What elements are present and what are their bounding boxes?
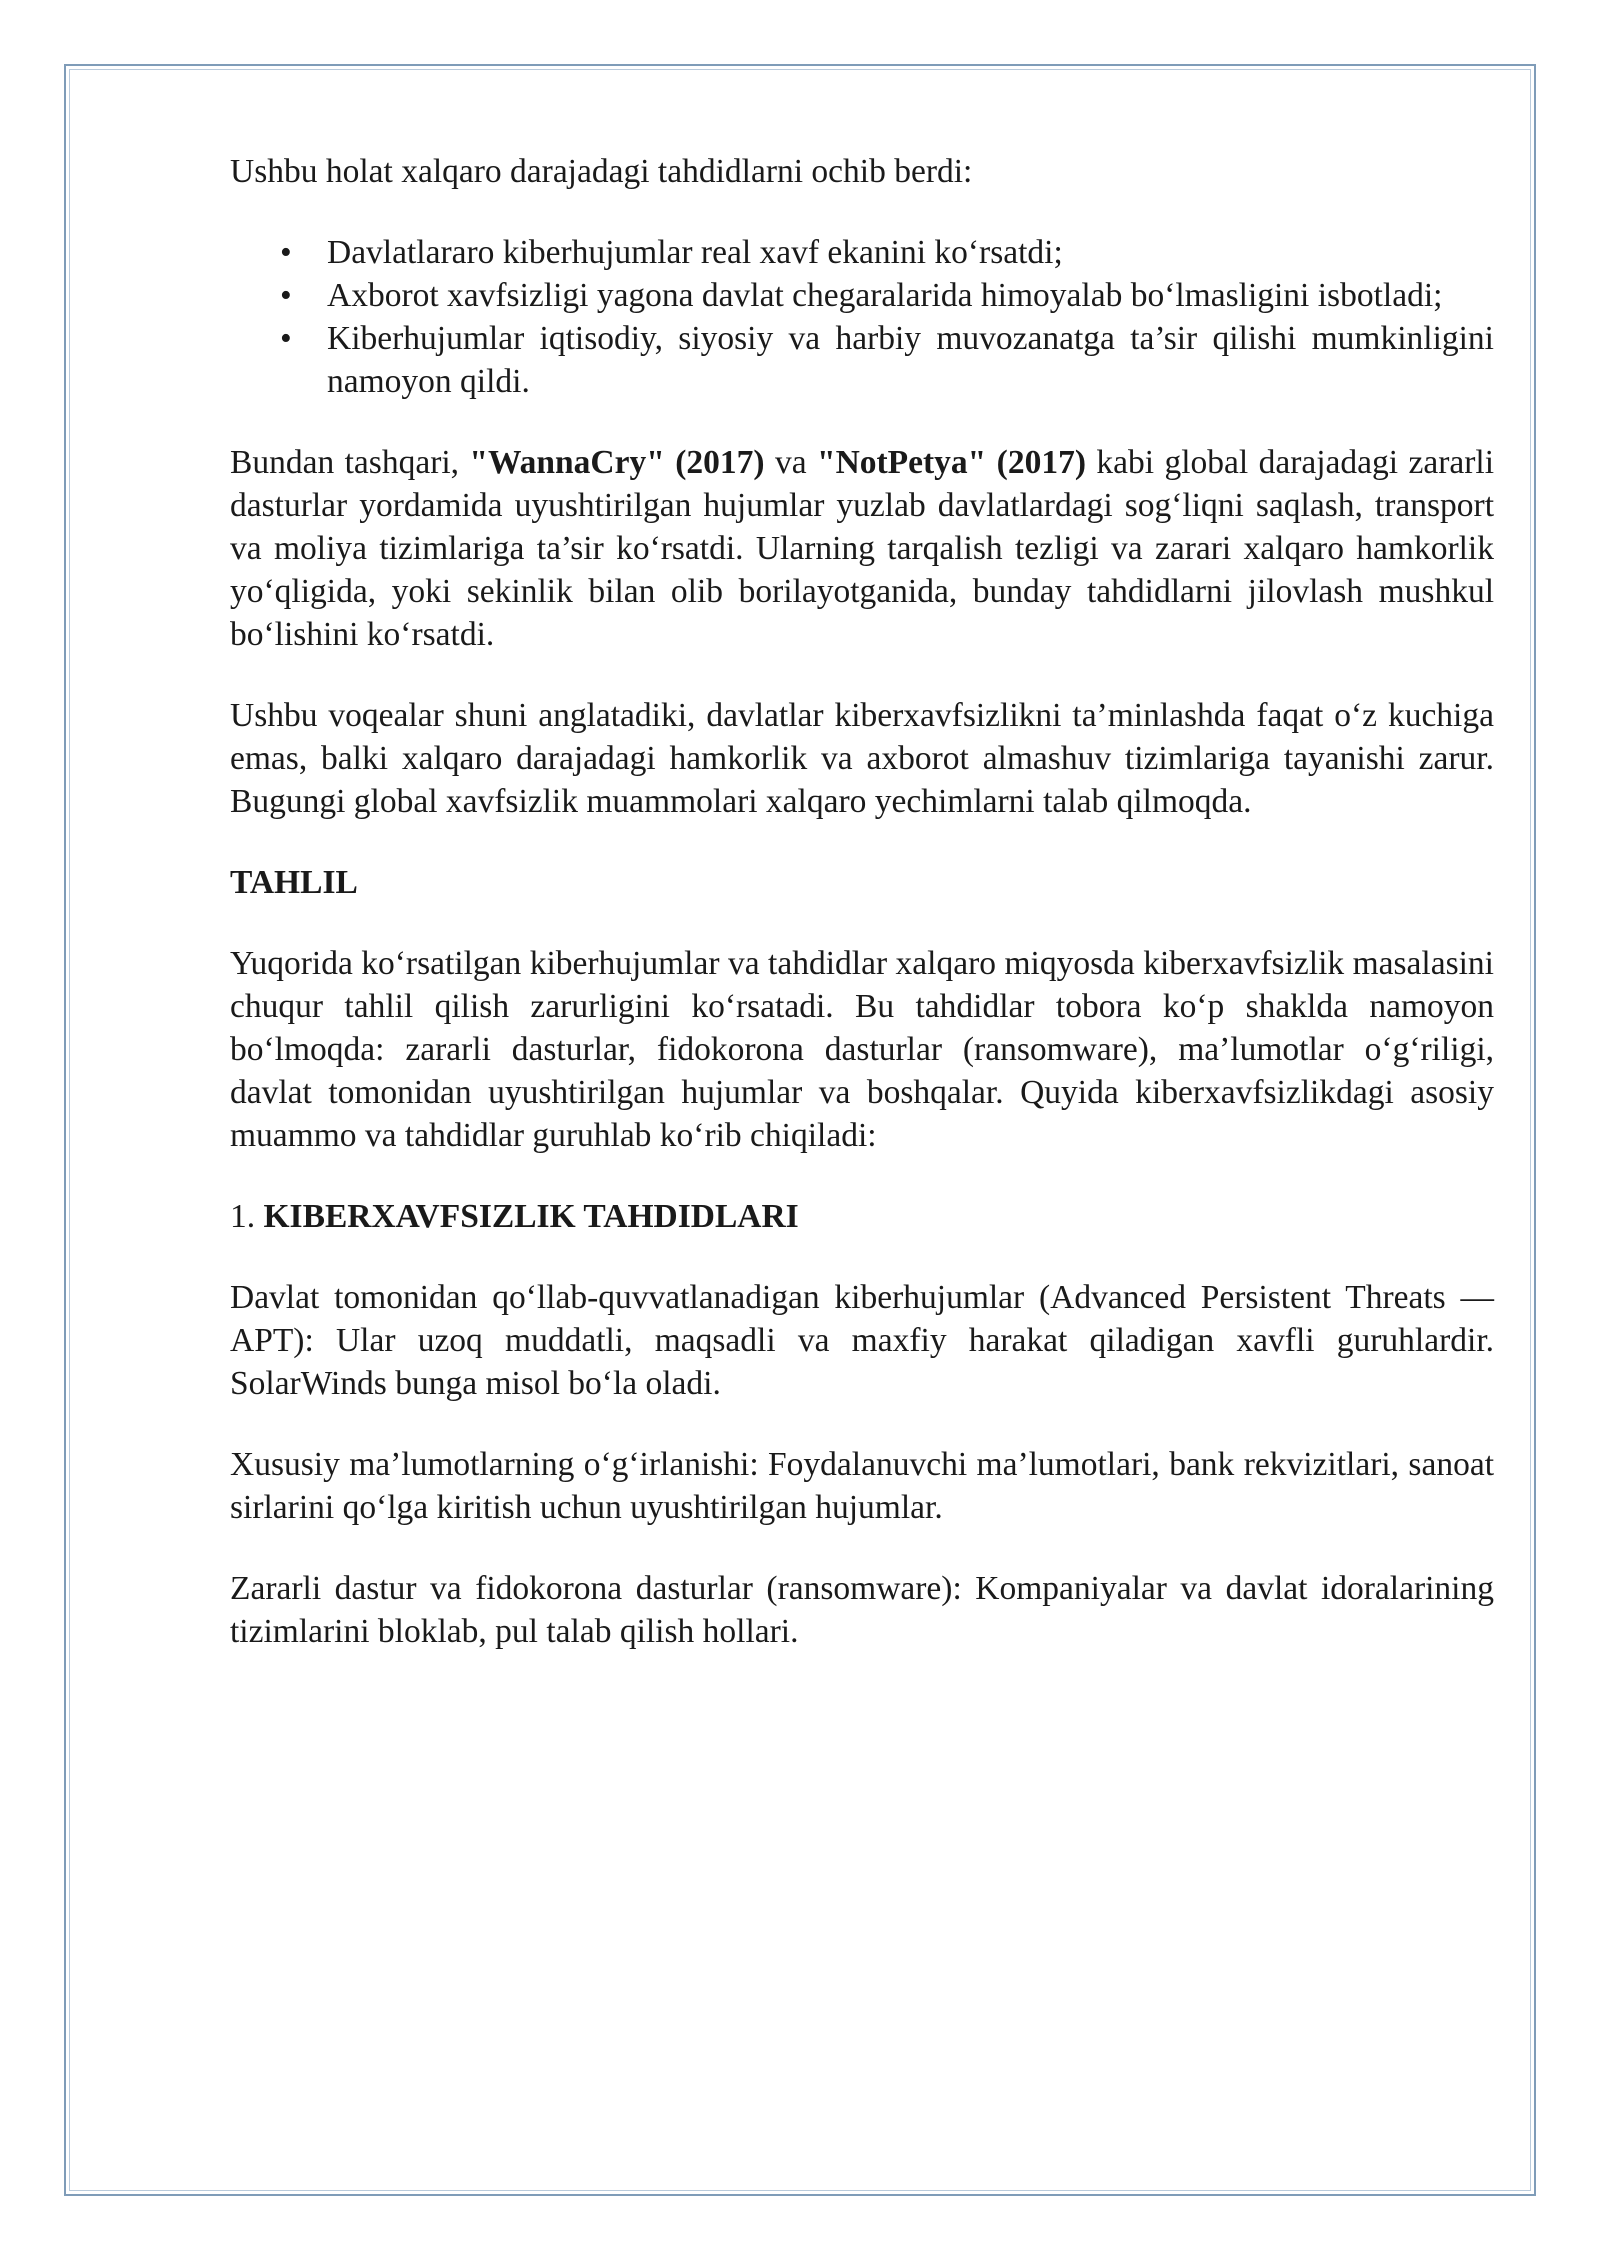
analysis-paragraph: Yuqorida ko‘rsatilgan kiberhujumlar va tahdidlar xalqaro miqyosda kiberxavfsizlik masalasini chuqur tahlil qilish zarurligini ko‘rsatadi. Bu tahdidlar tobora ko‘p shaklda namoyon bo‘lmoqda: zararli dasturlar, fidokorona dasturlar (ransomware), ma’lumotlar o‘g‘riligi, davlat tomonidan uyushtirilgan hujumlar va boshqalar. Quyida kiberxavfsizlikdagi asosiy muammo va tahdidlar guruhlab ko‘rib chiqiladi: xyxy=(230,945,1494,1154)
wannacry-term: "WannaCry" (2017) xyxy=(469,444,765,481)
list-item-text: Davlatlararo kiberhujumlar real xavf ekanini ko‘rsatdi; xyxy=(327,234,1063,271)
ransomware-paragraph: Zararli dastur va fidokorona dasturlar (ransomware): Kompaniyalar va davlat idoralarining tizimlarini bloklab, pul talab qilish hollari. xyxy=(230,1570,1494,1650)
paragraph-text: va xyxy=(764,444,817,481)
list-item xyxy=(230,274,1494,317)
paragraph-text: Bundan tashqari, xyxy=(230,444,470,481)
tahlil-heading: TAHLIL xyxy=(230,864,358,901)
bullet-icon: • xyxy=(280,277,292,314)
list-item xyxy=(230,231,1494,274)
bullet-icon: • xyxy=(280,234,292,271)
wannacry-paragraph xyxy=(230,441,1494,656)
list-item-text: Axborot xavfsizligi yagona davlat chegaralarida himoyalab bo‘lmasligini isbotladi; xyxy=(327,277,1443,314)
list-item-text: Kiberhujumlar iqtisodiy, siyosiy va harbiy muvozanatga ta’sir qilishi mumkinligini namoyon qildi. xyxy=(327,320,1494,400)
section-number: 1. xyxy=(230,1198,264,1235)
document-body xyxy=(230,150,1494,1691)
intro-paragraph: Ushbu holat xalqaro darajadagi tahdidlarni ochib berdi: xyxy=(230,153,973,190)
section-heading xyxy=(230,1195,1494,1238)
cooperation-paragraph: Ushbu voqealar shuni anglatadiki, davlatlar kiberxavfsizlikni ta’minlashda faqat o‘z kuchiga emas, balki xalqaro darajadagi hamkorlik va axborot almashuv tizimlariga tayanishi zarur. Bugungi global xavfsizlik muammolari xalqaro yechimlarni talab qilmoqda. xyxy=(230,697,1494,820)
paragraph-text: kabi global darajadagi zararli dasturlar yordamida uyushtirilgan hujumlar yuzlab davlatlardagi sog‘liqni saqlash, transport va moliya tizimlariga ta’sir ko‘rsatdi. Ularning tarqalish tezligi va zarari xalqaro hamkorlik yo‘qligida, yoki sekinlik bilan olib borilayotganida, bunday tahdidlarni jilovlash mushkul bo‘lishini ko‘rsatdi. xyxy=(230,444,1494,653)
section-title: KIBERXAVFSIZLIK TAHDIDLARI xyxy=(263,1198,799,1235)
bullet-list xyxy=(230,231,1494,403)
list-item xyxy=(230,317,1494,403)
data-theft-paragraph: Xususiy ma’lumotlarning o‘g‘irlanishi: Foydalanuvchi ma’lumotlari, bank rekvizitlari, sanoat sirlarini qo‘lga kiritish uchun uyushtirilgan hujumlar. xyxy=(230,1446,1494,1526)
notpetya-term: "NotPetya" (2017) xyxy=(816,444,1086,481)
apt-paragraph: Davlat tomonidan qo‘llab-quvvatlanadigan kiberhujumlar (Advanced Persistent Threats — APT): Ular uzoq muddatli, maqsadli va maxfiy harakat qiladigan xavfli guruhlardir. SolarWinds bunga misol bo‘la oladi. xyxy=(230,1279,1494,1402)
bullet-icon: • xyxy=(280,320,292,357)
